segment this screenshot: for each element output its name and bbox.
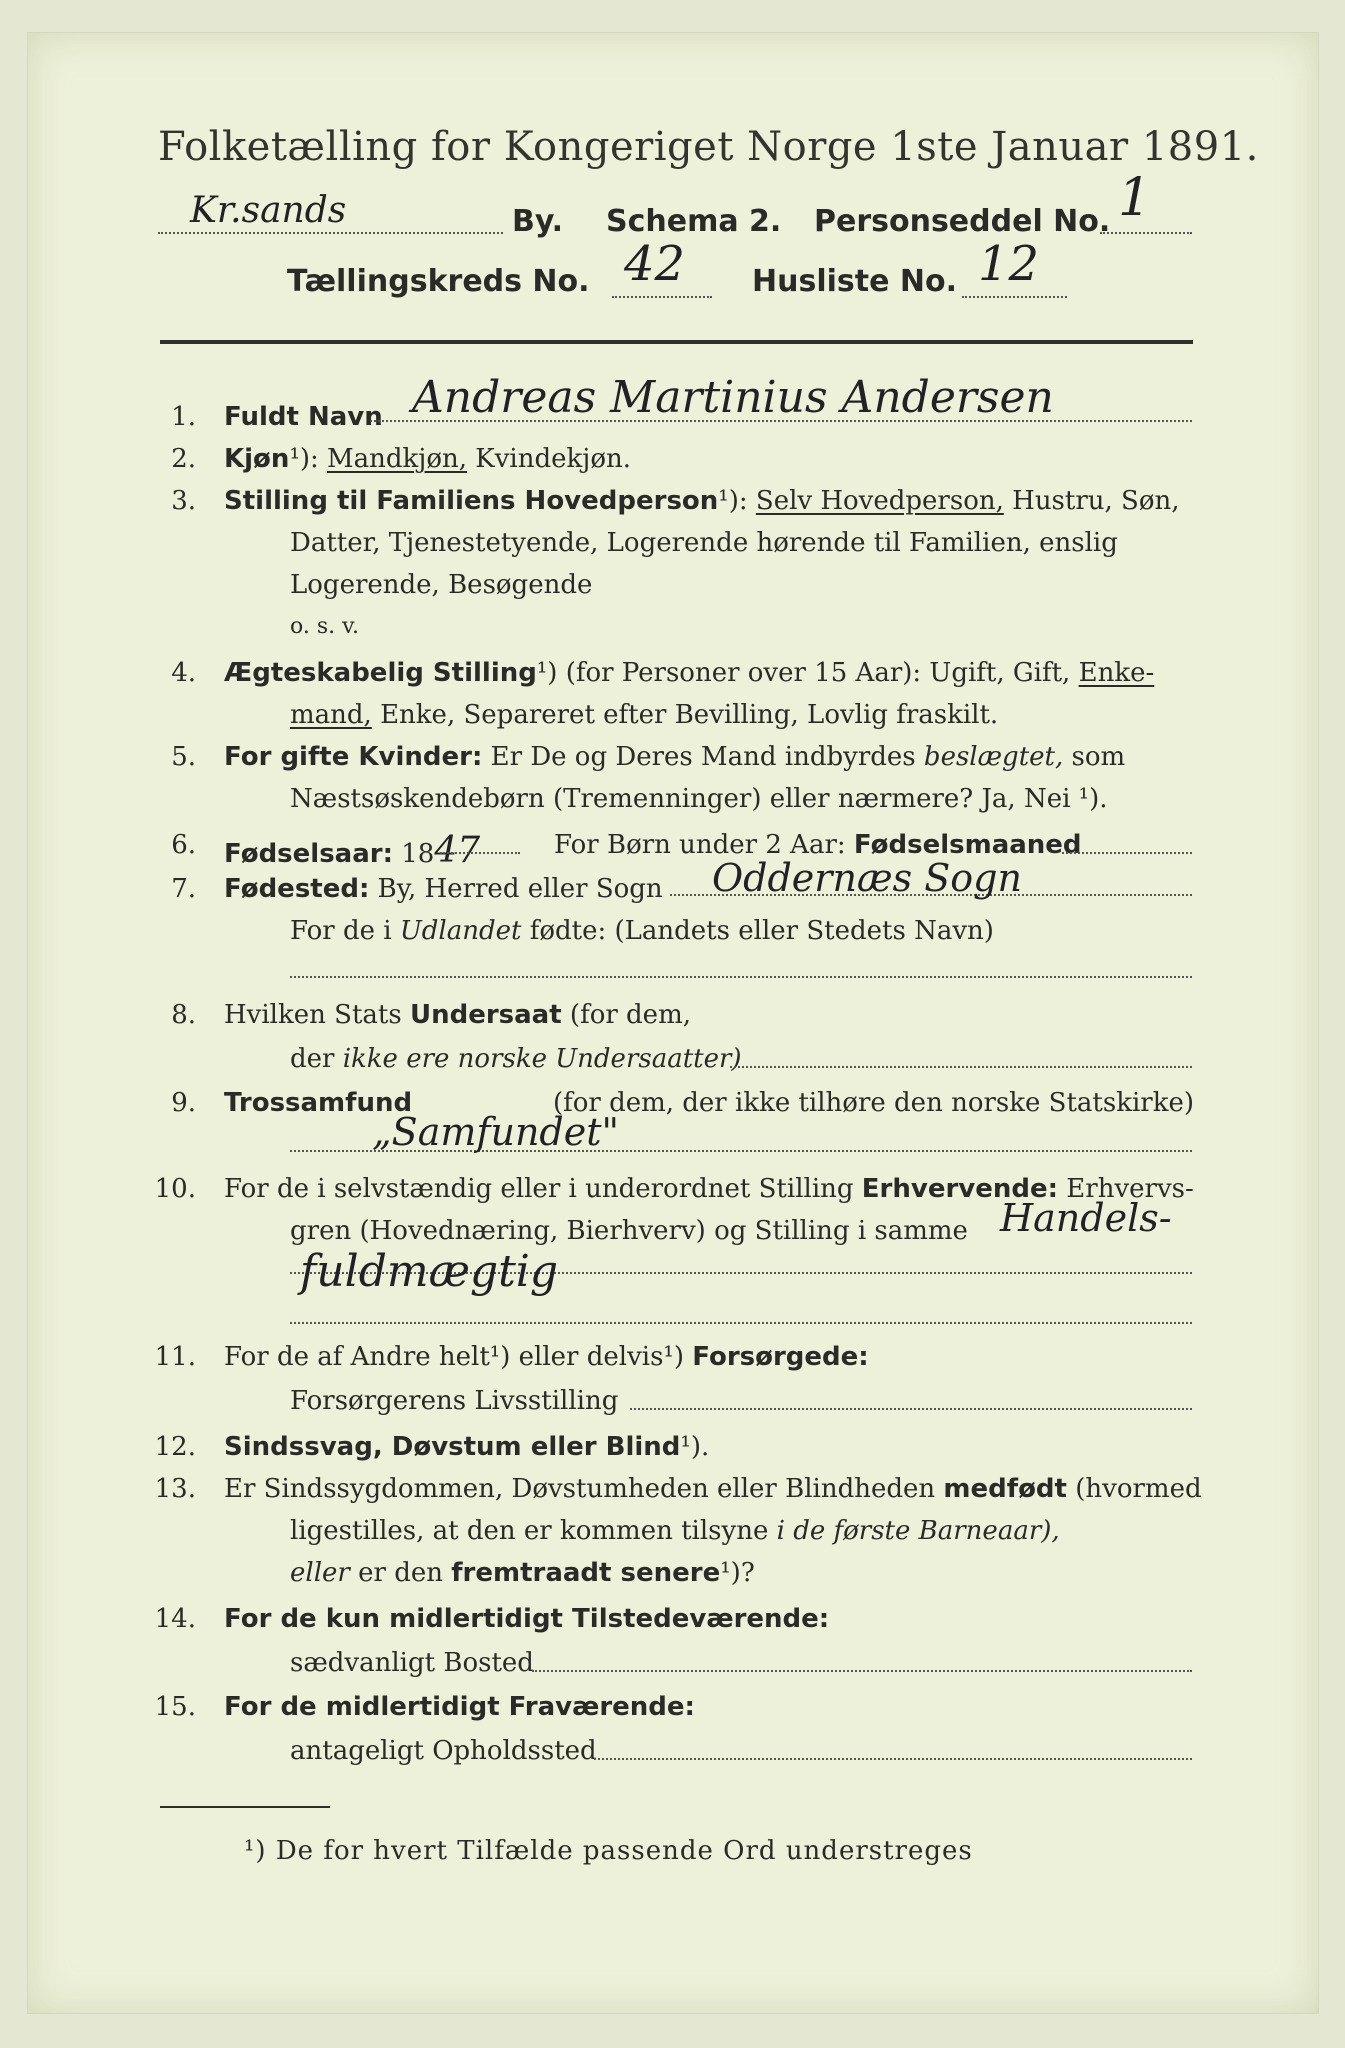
field-10-label: Erhvervende: (861, 1174, 1059, 1204)
field-8-label: Undersaat (409, 1000, 562, 1030)
field-6-label-2: Fødselsmaaned (853, 830, 1082, 860)
husliste-dotted-line (962, 296, 1067, 298)
footnote-rule (160, 1806, 330, 1808)
field-7-line2-a: For de i (290, 916, 392, 946)
form-title: Folketælling for Kongeriget Norge 1ste Januar 1891. (158, 124, 1259, 170)
schema-label: Schema 2. (606, 204, 782, 239)
field-13-line3-italic: eller (290, 1558, 350, 1588)
field-8-line2-italic: ikke ere norske Undersaatter) (342, 1044, 742, 1074)
field-8-row-1 (224, 1000, 691, 1030)
field-9-row-1 (224, 1088, 1194, 1118)
husliste-number: 12 (978, 236, 1040, 292)
field-14-row-2: sædvanligt Bosted (290, 1648, 534, 1678)
taellingskreds-dotted-line (612, 296, 712, 298)
field-4-sup: ¹) (536, 658, 558, 688)
field-5-text: Er De og Deres Mand indbyrdes (490, 742, 916, 772)
field-2-sup: ¹): (289, 444, 319, 474)
religion-value: „Samfundet" (372, 1110, 619, 1154)
birthplace-value: Oddernæs Sogn (712, 856, 1022, 900)
field-6-row (224, 830, 480, 871)
field-13-line3-label: fremtraadt senere (451, 1558, 721, 1588)
field-7-number: 7. (171, 874, 196, 904)
occupation-value-b: fuldmægtig (300, 1246, 559, 1297)
field-14-dotted-line (532, 1670, 1192, 1672)
field-2-row (224, 444, 631, 474)
field-8-dotted-line (730, 1066, 1192, 1068)
field-3-label: Stilling til Familiens Hovedperson (224, 486, 719, 516)
field-5-end: som (1071, 742, 1126, 772)
field-4-text-2: Enke, Separeret efter Bevilling, Lovlig fraskilt. (380, 700, 999, 730)
field-1-number: 1. (171, 402, 196, 432)
personseddel-label: Personseddel No. (814, 204, 1111, 239)
header-rule (160, 340, 1193, 344)
field-5-italic: beslægtet, (923, 742, 1064, 772)
field-12-number: 12. (154, 1432, 196, 1462)
field-13-line2-italic: i de første Barneaar), (776, 1516, 1060, 1546)
town-dotted-line (158, 232, 503, 234)
field-3-row-2: Datter, Tjenestetyende, Logerende hørende til Familien, enslig (290, 528, 1118, 558)
field-11-dotted-line (630, 1408, 1192, 1410)
field-5-label: For gifte Kvinder: (224, 742, 483, 772)
marital-option-widower-selected-a: Enke- (1078, 658, 1155, 688)
field-1-name-value: Andreas Martinius Andersen (412, 372, 1054, 423)
marital-option-widower-selected-b: mand, (290, 700, 372, 730)
birth-year-value: 47 (434, 830, 481, 871)
field-5-row-1 (224, 742, 1125, 772)
footnote: ¹) De for hvert Tilfælde passende Ord understreges (244, 1836, 973, 1866)
field-3-sup: ¹): (718, 486, 748, 516)
field-8-row-2 (290, 1044, 742, 1074)
field-11-number: 11. (154, 1342, 196, 1372)
field-3-row-1 (224, 486, 1194, 516)
field-13-text-b: (hvormed (1075, 1474, 1202, 1504)
field-7-row-2 (290, 916, 994, 946)
position-option-head-selected: Selv Hovedperson, (755, 486, 1004, 516)
husliste-label: Husliste No. (752, 264, 957, 299)
field-9-number: 9. (171, 1088, 196, 1118)
field-13-text-a: Er Sindssygdommen, Døvstumheden eller Blindheden (224, 1474, 936, 1504)
field-2-number: 2. (171, 444, 196, 474)
field-15-label: For de midlertidigt Fraværende: (224, 1692, 695, 1722)
field-15-dotted-line (594, 1758, 1192, 1760)
field-5-row-2: Næstsøskendebørn (Tremenninger) eller nærmere? Ja, Nei ¹). (290, 784, 1108, 814)
field-9-text: (for dem, der ikke tilhøre den norske Statskirke) (552, 1088, 1194, 1118)
field-6-number: 6. (171, 830, 196, 860)
taellingskreds-number: 42 (624, 236, 686, 292)
field-10-number: 10. (154, 1174, 196, 1204)
field-14-number: 14. (154, 1604, 196, 1634)
taellingskreds-label: Tællingskreds No. (287, 264, 590, 299)
field-4-label: Ægteskabelig Stilling (224, 658, 537, 688)
occupation-value-a: Handels- (1000, 1196, 1172, 1240)
by-label: By. (512, 204, 564, 239)
field-9-label: Trossamfund (224, 1088, 413, 1118)
field-6-month-dotted-line (1062, 852, 1192, 854)
field-7-text: By, Herred eller Sogn (377, 874, 663, 904)
field-8-text-a: Hvilken Stats (224, 1000, 402, 1030)
field-13-row-3 (290, 1558, 755, 1588)
field-8-text-b: (for dem, (569, 1000, 691, 1030)
field-8-line2-a: der (290, 1044, 335, 1074)
field-7-row-1 (224, 874, 663, 904)
field-10-text-b: Erhvervs- (1066, 1174, 1194, 1204)
field-11-label: Forsørgede: (692, 1342, 869, 1372)
field-6-label: Fødselsaar: (224, 839, 393, 869)
field-7-abroad-dotted-line (290, 976, 1192, 978)
field-13-number: 13. (154, 1474, 196, 1504)
field-12-sup: ¹). (680, 1432, 710, 1462)
field-4-text: (for Personer over 15 Aar): Ugift, Gift, (565, 658, 1071, 688)
field-7-label: Fødested: (224, 874, 370, 904)
field-13-label: medfødt (943, 1474, 1067, 1504)
field-7-line2-b: fødte: (Landets eller Stedets Navn) (529, 916, 994, 946)
field-10-row-2: gren (Hovednæring, Bierhverv) og Stilling i samme (290, 1216, 968, 1246)
field-13-line3-a: er den (358, 1558, 443, 1588)
field-8-number: 8. (171, 1000, 196, 1030)
field-15-number: 15. (154, 1692, 196, 1722)
field-4-row-1 (224, 658, 1154, 688)
field-10-dotted-line-2 (290, 1322, 1192, 1324)
field-2-label: Kjøn (224, 444, 290, 474)
field-3-row-3: Logerende, Besøgende (290, 570, 593, 600)
field-11-text-a: For de af Andre helt¹) eller delvis¹) (224, 1342, 684, 1372)
field-7-line2-italic: Udlandet (399, 916, 522, 946)
field-6-text: For Børn under 2 Aar: (554, 830, 846, 860)
town-handwritten: Kr.sands (190, 190, 347, 231)
field-3-number: 3. (171, 486, 196, 516)
field-10-text-a: For de i selvstændig eller i underordnet Stilling (224, 1174, 854, 1204)
field-12-label: Sindssvag, Døvstum eller Blind (224, 1432, 681, 1462)
field-3-row-4: o. s. v. (290, 614, 359, 639)
field-11-row-1 (224, 1342, 869, 1372)
field-4-number: 4. (171, 658, 196, 688)
field-15-row-2: antageligt Opholdssted (290, 1736, 597, 1766)
sex-option-male-selected: Mandkjøn, (327, 444, 468, 474)
field-4-row-2 (290, 700, 998, 730)
field-14-label: For de kun midlertidigt Tilstedeværende: (224, 1604, 830, 1634)
personseddel-dotted-line (1100, 232, 1192, 234)
field-5-number: 5. (171, 742, 196, 772)
field-13-line2-a: ligestilles, at den er kommen tilsyne (290, 1516, 769, 1546)
birth-year-prefix: 18 (401, 839, 435, 869)
personseddel-number: 1 (1118, 168, 1152, 228)
field-6-year-dotted-line (440, 852, 520, 854)
field-11-row-2: Forsørgerens Livsstilling (290, 1386, 619, 1416)
field-13-row-2 (290, 1516, 1060, 1546)
sex-option-female: Kvindekjøn. (475, 444, 631, 474)
field-3-rest: Hustru, Søn, (1012, 486, 1180, 516)
field-1-label: Fuldt Navn (224, 402, 383, 432)
field-13-line3-b: ¹)? (720, 1558, 755, 1588)
field-12-row (224, 1432, 709, 1462)
field-13-row-1 (224, 1474, 1202, 1504)
